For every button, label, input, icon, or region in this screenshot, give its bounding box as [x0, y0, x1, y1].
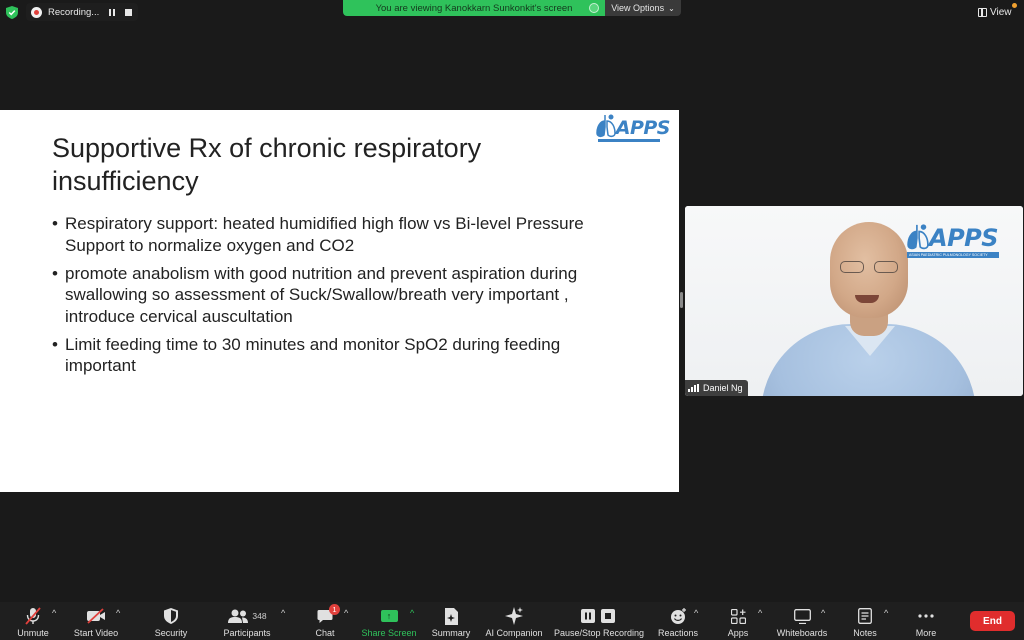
ai-companion-label: AI Companion: [485, 628, 543, 638]
reactions-options-caret[interactable]: ^: [694, 608, 699, 618]
video-options-caret[interactable]: ^: [116, 608, 121, 618]
share-screen-button[interactable]: [361, 602, 417, 640]
meeting-toolbar: [0, 602, 1024, 640]
view-options-label: View Options: [611, 3, 665, 13]
ai-companion-button[interactable]: [485, 602, 543, 640]
participant-glasses: [836, 261, 902, 275]
bullet-line: important: [65, 356, 136, 375]
slide-bullet: [52, 263, 652, 328]
security-label: Security: [154, 628, 188, 638]
unmute-label: Unmute: [17, 628, 49, 638]
whiteboards-options-caret[interactable]: ^: [821, 608, 826, 618]
bullet-line: Support to normalize oxygen and CO2: [65, 235, 355, 255]
shield-icon: [164, 605, 178, 627]
security-shield-icon: [6, 6, 18, 19]
slide-logo-text: APPS: [615, 117, 670, 139]
stop-recording-icon[interactable]: [125, 9, 132, 16]
banner-status-icon: [589, 3, 599, 13]
view-options-button[interactable]: [605, 0, 681, 16]
recording-label: Recording...: [48, 6, 100, 18]
reactions-label: Reactions: [657, 628, 699, 638]
end-meeting-button[interactable]: End: [970, 611, 1015, 631]
bullet-line: swallowing so assessment of Suck/Swallow/breath very important ,: [65, 285, 569, 304]
more-button[interactable]: [911, 602, 941, 640]
pause-stop-recording-label: Pause/Stop Recording: [553, 628, 645, 638]
notes-icon: [858, 605, 872, 627]
summary-button[interactable]: [431, 602, 471, 640]
whiteboard-icon: [794, 605, 811, 627]
bullet-line: • Limit feeding time to 30 minutes and monitor SpO2 during feeding: [65, 334, 561, 354]
notes-label: Notes: [853, 628, 877, 638]
start-video-button[interactable]: [72, 602, 120, 640]
unmute-button[interactable]: [16, 602, 50, 640]
reactions-button[interactable]: [657, 602, 699, 640]
start-video-label: Start Video: [73, 628, 119, 638]
audio-options-caret[interactable]: ^: [52, 608, 57, 618]
security-button[interactable]: [153, 602, 189, 640]
view-layout-icon: [978, 8, 987, 17]
apps-options-caret[interactable]: ^: [758, 608, 763, 618]
whiteboards-label: Whiteboards: [776, 628, 828, 638]
notes-options-caret[interactable]: ^: [884, 608, 889, 618]
shared-screen-slide: [0, 110, 679, 492]
recording-indicator[interactable]: [26, 3, 138, 21]
share-screen-icon: ↑: [381, 605, 398, 627]
microphone-muted-icon: [25, 605, 41, 627]
participants-button[interactable]: [221, 602, 273, 640]
viewing-text: You are viewing Kanokkarn Sunkonkit's screen: [375, 2, 573, 14]
chat-button[interactable]: [312, 602, 338, 640]
bullet-line: • Respiratory support: heated humidified high flow vs Bi-level Pressure: [65, 214, 584, 233]
pause-stop-recording-button[interactable]: [554, 602, 644, 640]
split-resize-handle[interactable]: [680, 292, 683, 308]
ai-sparkle-icon: [505, 605, 523, 627]
summary-icon: [444, 605, 458, 627]
chat-unread-badge: 1: [329, 604, 340, 615]
slide-title-line: Supportive Rx of chronic respiratory: [52, 133, 482, 163]
video-off-icon: [86, 605, 106, 627]
video-logo-subtitle: ASIAN PAEDIATRIC PULMONOLOGY SOCIETY: [907, 252, 999, 258]
screen-share-banner: [343, 0, 605, 16]
participants-label: Participants: [223, 628, 271, 638]
participant-video-tile[interactable]: [685, 206, 1023, 396]
more-label: More: [915, 628, 937, 638]
recording-controls-icon: [581, 605, 617, 627]
share-screen-label: Share Screen: [361, 628, 417, 638]
participant-name: Daniel Ng: [703, 383, 743, 393]
slide-bullet: [52, 334, 652, 377]
slide-title-line: insufficiency: [52, 166, 199, 196]
more-dots-icon: [918, 605, 934, 627]
chevron-down-icon: ⌄: [668, 3, 675, 13]
participants-count: 348: [252, 611, 267, 621]
video-logo-text: APPS: [929, 224, 999, 252]
slide-bullet-list: [52, 213, 652, 383]
signal-strength-icon: [688, 384, 699, 392]
video-apps-logo: [907, 222, 999, 258]
slide-title: [52, 132, 612, 198]
participants-options-caret[interactable]: ^: [281, 608, 286, 618]
view-button[interactable]: [978, 4, 1018, 20]
chat-options-caret[interactable]: ^: [344, 608, 349, 618]
apps-button[interactable]: [726, 602, 750, 640]
reactions-icon: [670, 605, 687, 627]
chat-label: Chat: [315, 628, 335, 638]
notes-button[interactable]: [851, 602, 879, 640]
share-options-caret[interactable]: ^: [410, 608, 415, 618]
apps-label: Apps: [727, 628, 749, 638]
slide-bullet: [52, 213, 652, 256]
participants-icon: [227, 605, 266, 627]
view-label: View: [990, 6, 1012, 18]
bullet-line: introduce cervical auscultation: [65, 306, 293, 326]
notification-dot: [1012, 3, 1017, 8]
chat-icon: [317, 605, 337, 627]
bullet-line: • promote anabolism with good nutrition and prevent aspiration during: [65, 263, 578, 283]
pause-recording-icon[interactable]: [109, 9, 115, 16]
lungs-logo-icon: [907, 222, 929, 252]
apps-icon: [731, 605, 746, 627]
participant-name-tag: [685, 380, 748, 396]
recording-dot-icon: [31, 7, 42, 18]
summary-label: Summary: [431, 628, 471, 638]
